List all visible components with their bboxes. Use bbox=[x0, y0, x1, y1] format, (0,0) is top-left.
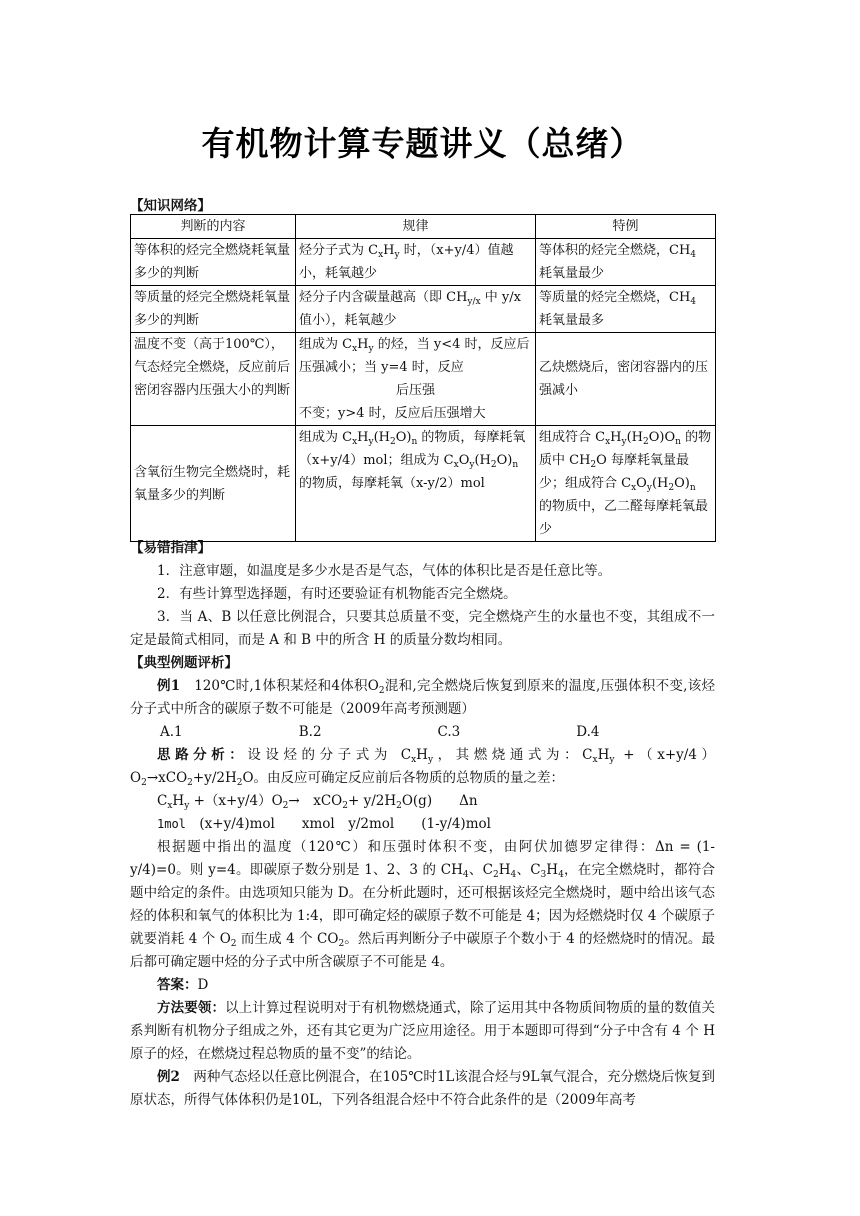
section-knowledge-network: 【知识网络】 bbox=[130, 198, 211, 214]
equation-line: 1mol (x+y/4)mol xmol y/2mol (1-y/4)mol bbox=[157, 816, 491, 832]
table-cell: 等质量的烃完全燃烧耗氧量多少的判断 bbox=[131, 286, 296, 333]
equation-line: $C_xH_y +(x+y/4)O_2\to$ $xCO_2+ y/2H_2O(g)$ Δn bbox=[157, 793, 478, 811]
example-2-question bbox=[130, 1066, 715, 1112]
option-d: D.4 bbox=[576, 724, 600, 740]
table-cell: 组成为 $C_xH_y(H_2O)_n$ 的物质，每摩耗氧（x+y/4）mol；组成为 $C_xO_y(H_2O)_n$ 的物质，每摩耗氧（x-y/2）mol bbox=[296, 426, 536, 542]
table-cell: 等体积的烃完全燃烧，$CH_4$ 耗氧量最少 bbox=[536, 239, 716, 286]
option-a: A.1 bbox=[160, 724, 183, 740]
analysis-label: 思路分析： bbox=[157, 747, 248, 763]
tip-item: 1．注意审题，如温度是多少水是否是气态，气体的体积比是否是任意比等。 bbox=[157, 563, 612, 579]
table-header: 规律 bbox=[296, 215, 536, 239]
method-text: 以上计算过程说明对于有机物燃烧通式，除了运用其中各物质间物质的量的数值关系判断有机物分子组成之外，还有其它更为广泛应用途径。用于本题即可得到“分子中含有 4 个 H 原子的烃，在燃烧过程总物质的量不变”的结论。 bbox=[130, 1000, 715, 1062]
table-row bbox=[131, 426, 716, 542]
answer-value: D bbox=[197, 977, 209, 993]
table-header: 判断的内容 bbox=[131, 215, 296, 239]
table-cell: 乙炔燃烧后，密闭容器内的压强减小 bbox=[536, 333, 716, 426]
table-cell: 温度不变（高于100℃），气态烃完全燃烧，反应前后密闭容器内压强大小的判断 bbox=[131, 333, 296, 426]
example-1-method bbox=[130, 997, 715, 1066]
method-label: 方法要领： bbox=[157, 1000, 226, 1016]
table-row bbox=[131, 286, 716, 333]
example-2-text: 两种气态烃以任意比例混合，在105℃时1L该混合烃与9L氧气混合，充分燃烧后恢复到原状态，所得气体体积仍是10L，下列各组混合烃中不符合此条件的是（2009年高考 bbox=[130, 1069, 715, 1108]
tip-item: 2．有些计算型选择题，有时还要验证有机物能否完全燃烧。 bbox=[157, 586, 517, 602]
table-cell: 含氧衍生物完全燃烧时，耗氧量多少的判断 bbox=[131, 426, 296, 542]
table-cell: 组成符合 $C_xH_y(H_2O)O_n$ 的物质中 $CH_2O$ 每摩耗氧量最少；组成符合 $C_xO_y(H_2O)_n$ 的物质中，乙二醛每摩耗氧最少 bbox=[536, 426, 716, 542]
example-1-label: 例1 bbox=[157, 678, 181, 694]
example-1-question: 例1 120℃时,1体积某烃和4体积$O_2$混和,完全燃烧后恢复到原来的温度,压强体积不变,该烃分子式中所含的碳原子数不可能是（2009年高考预测题） bbox=[130, 678, 716, 717]
table-cell: 组成为 $C_xH_y$ 的烃，当 y<4 时，反应后压强减小；当 y=4 时，反应 后压强 不变；y>4 时，反应后压强增大 bbox=[296, 333, 536, 426]
answer-label: 答案： bbox=[157, 977, 198, 993]
example-1-options bbox=[130, 721, 715, 744]
page-title: 有机物计算专题讲义（总绪） bbox=[201, 124, 644, 163]
table-header: 特例 bbox=[536, 215, 716, 239]
section-examples: 【典型例题评析】 bbox=[130, 655, 238, 671]
example-1-analysis: 思路分析：设设烃的分子式为 $C_xH_y$，其燃烧通式为：$C_xH_y +(x+y/4)O_2\to xCO_2+y/2H_2O$。由反应可确定反应前后各物质的总物质的量之差： bbox=[130, 747, 716, 788]
knowledge-table bbox=[130, 214, 716, 542]
option-b: B.2 bbox=[298, 724, 322, 740]
table-header-row bbox=[131, 215, 716, 239]
table-cell: 烃分子内含碳量越高（即 $CH_{y/x}$ 中 y/x 值小），耗氧越少 bbox=[296, 286, 536, 333]
main-text bbox=[130, 537, 715, 1112]
table-row bbox=[131, 333, 716, 426]
option-c: C.3 bbox=[437, 724, 461, 740]
table-row bbox=[131, 239, 716, 286]
section-common-errors: 【易错指津】 bbox=[130, 540, 211, 556]
table-cell: 等体积的烃完全燃烧耗氧量多少的判断 bbox=[131, 239, 296, 286]
table-cell: 烃分子式为 $C_xH_y$ 时，（x+y/4）值越小，耗氧越少 bbox=[296, 239, 536, 286]
tip-item: 3．当 A、B 以任意比例混合，只要其总质量不变，完全燃烧产生的水量也不变，其组成不一定是最简式相同，而是 A 和 B 中的所含 H 的质量分数均相同。 bbox=[130, 609, 715, 648]
example-1-answer bbox=[130, 974, 715, 997]
example-2-label: 例2 bbox=[157, 1069, 180, 1085]
table-cell: 等质量的烃完全燃烧，$CH_4$ 耗氧量最多 bbox=[536, 286, 716, 333]
example-1-reasoning: 根据题中指出的温度（120℃）和压强时体积不变，由阿伏加德罗定律得：Δn = (1-y/4)=0。则 y=4。即碳原子数分别是 1、2、3 的 $CH_4$、$C_2H_4$、$C_3H_4$，在完全燃烧时，都符合题中给定的条件。由选项知只能为 D。在分析此题时，还可根据该烃完全燃烧时，题中给出该气态烃的体积和氧气的体积比为 1:4，即可确定烃的碳原子数不可能是 4；因为烃燃烧时仅 4 个碳原子就要消耗 4 个 $O_2$ 而生成 4 个 $CO_2$。然后再判断分子中碳原子个数小于 4 的烃燃烧时的情况。最后都可确定题中烃的分子式中所含碳原子不可能是 4。 bbox=[130, 839, 716, 970]
